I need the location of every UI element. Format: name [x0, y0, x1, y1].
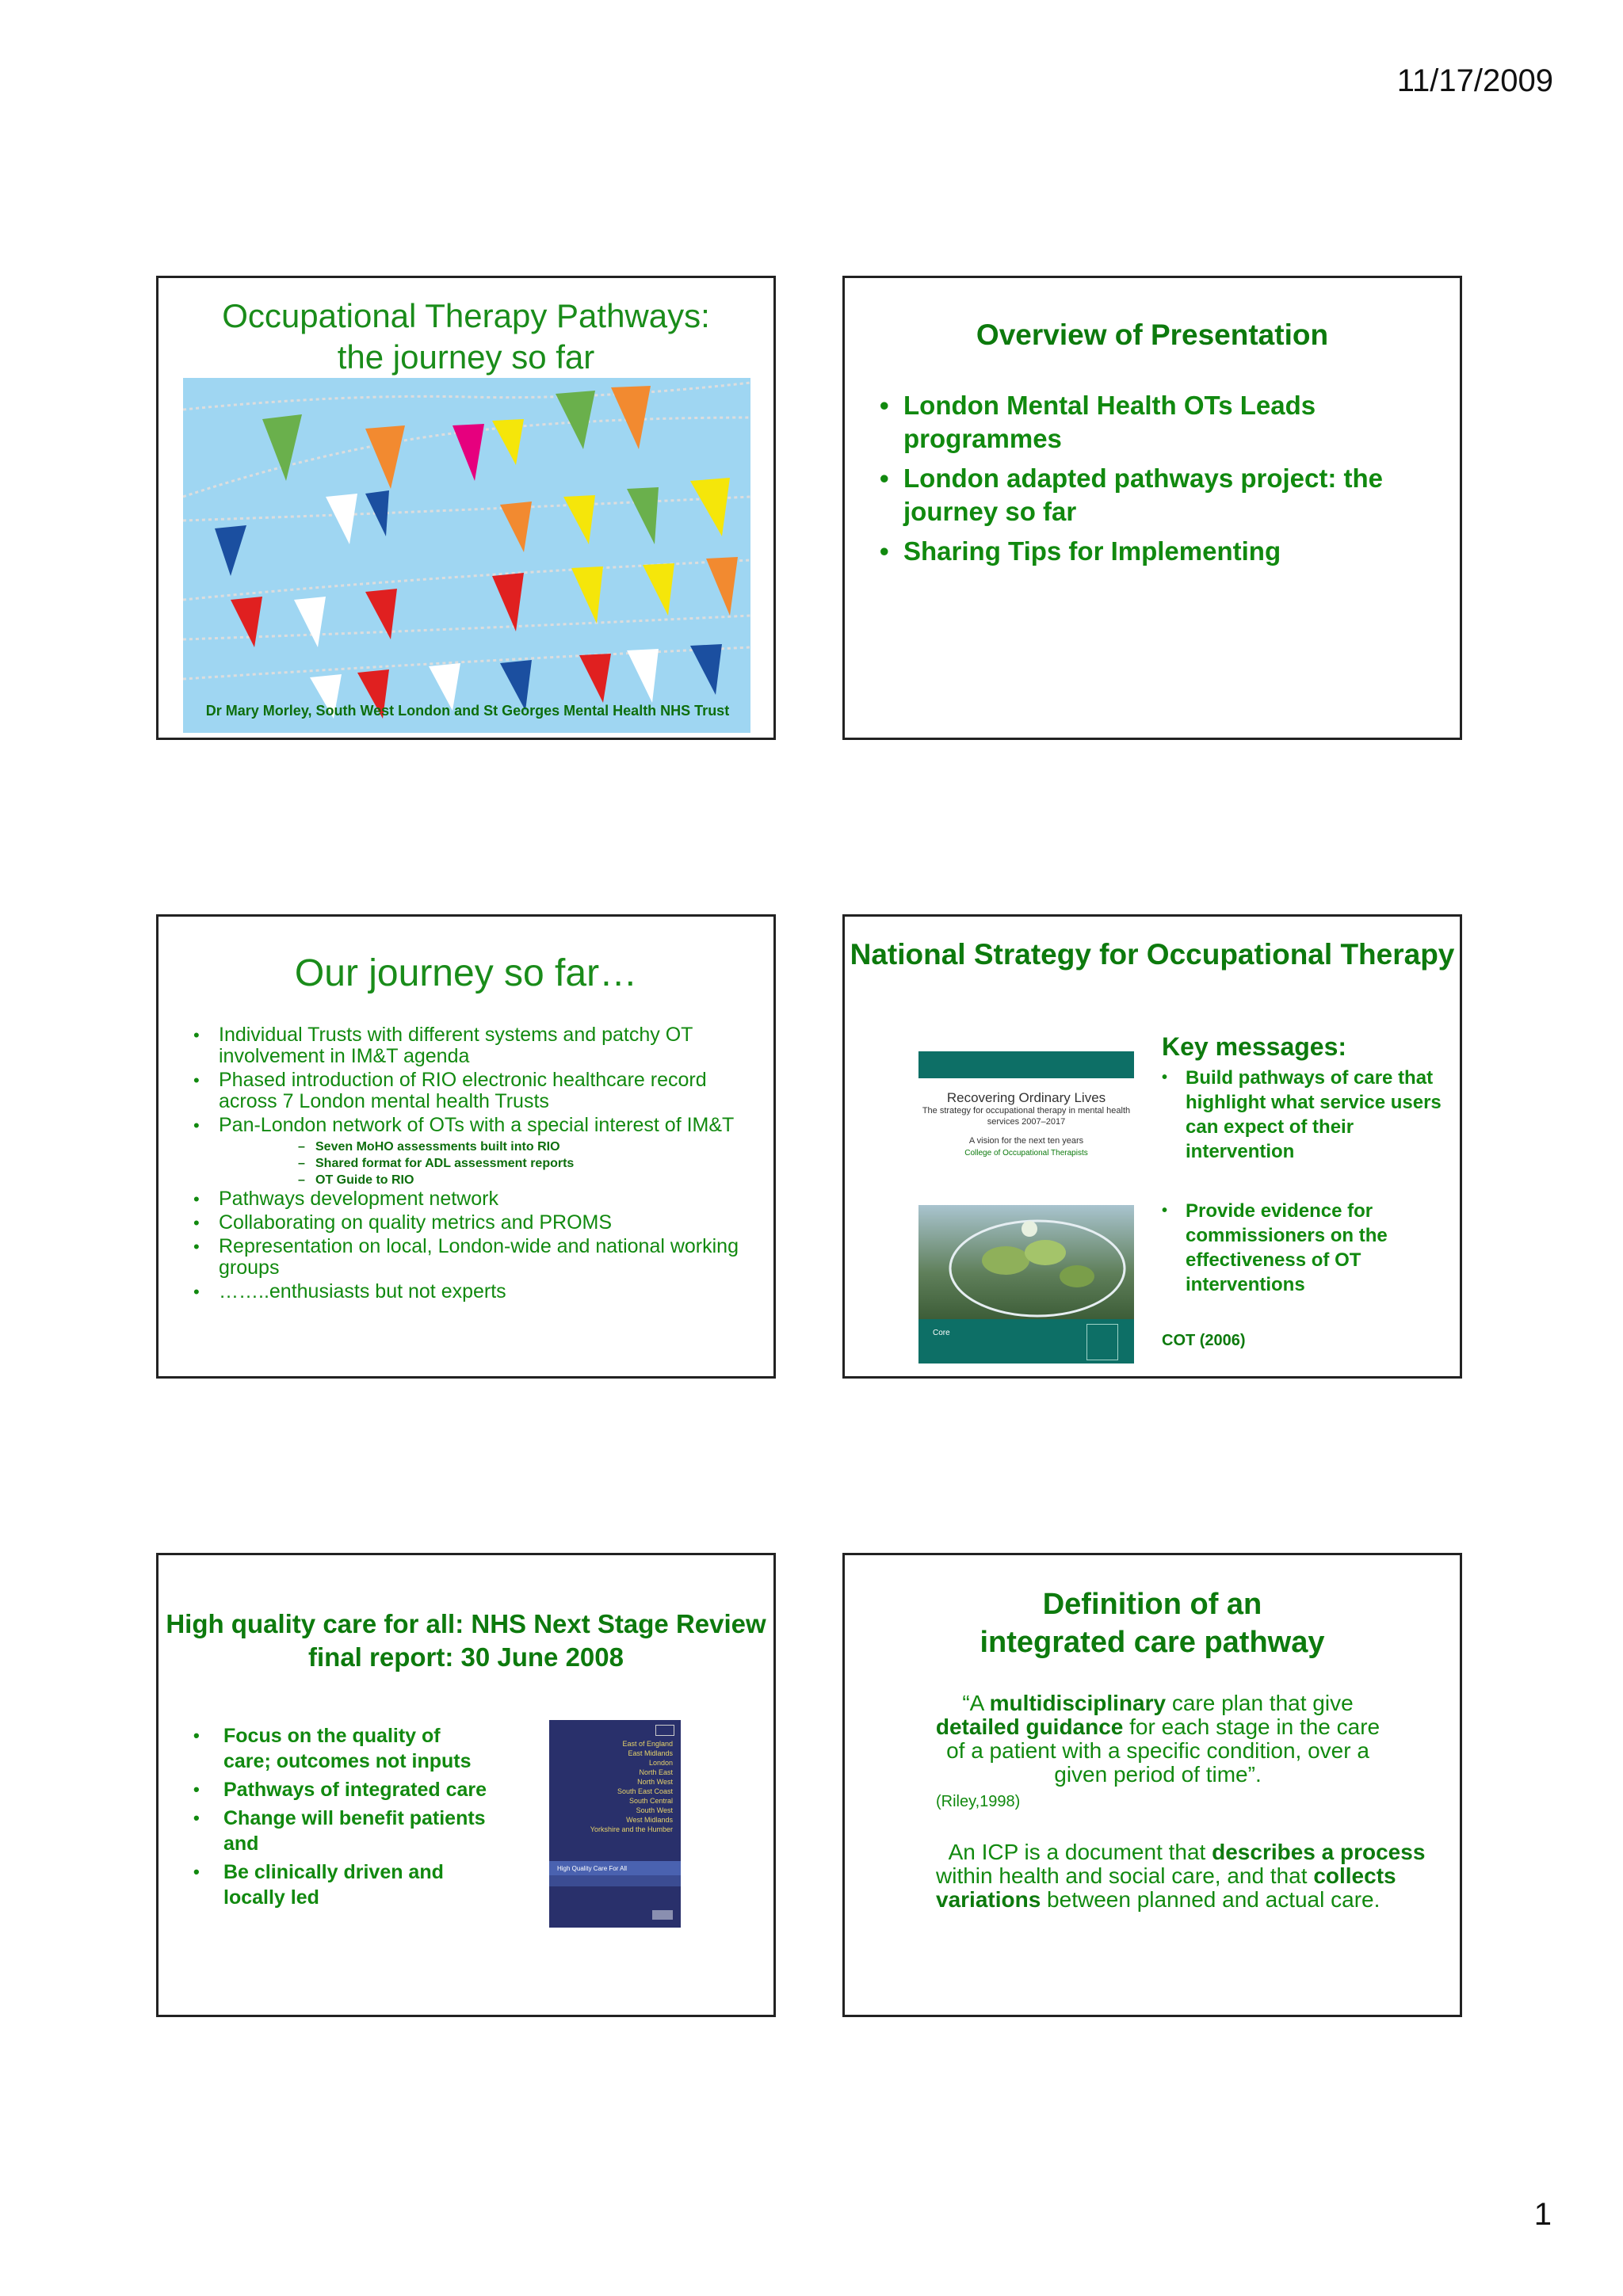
- sub-list-item: – OT Guide to RIO: [298, 1173, 414, 1187]
- slide-3-list: [190, 1024, 745, 1305]
- slide-6-icp-definition: [842, 1553, 1462, 2017]
- list-item: • Phased introduction of RIO electronic healthcare record across 7 London mental health Trusts: [193, 1069, 707, 1112]
- slide-4-title: National Strategy for Occupational Therapy: [850, 938, 1455, 971]
- bunting-illustration: [183, 378, 750, 733]
- slide-1-credit: Dr Mary Morley, South West London and St Georges Mental Health NHS Trust: [205, 703, 730, 719]
- list-item: • Sharing Tips for Implementing: [880, 536, 1281, 566]
- list-item: • Focus on the quality of care; outcomes not inputs: [193, 1725, 472, 1772]
- cover-regions: East of England East Midlands London North East North West South East Coast South Central South West West Midlands Yorkshire and the Humber: [590, 1740, 673, 1833]
- cover-tagline: A vision for the next ten years: [968, 1136, 1084, 1146]
- page-number: 1: [1533, 2197, 1552, 2232]
- slide-3-title: Our journey so far…: [294, 952, 638, 994]
- list-item: • ……..enthusiasts but not experts: [193, 1280, 506, 1302]
- slide-5-title: High quality care for all: NHS Next Stage Review final report: 30 June 2008: [166, 1609, 766, 1672]
- bunting-image: [183, 378, 750, 733]
- page-date: 11/17/2009: [1396, 63, 1553, 98]
- key-messages-heading: Key messages:: [1162, 1032, 1347, 1061]
- list-item: • Be clinically driven and locally led: [193, 1861, 444, 1909]
- cot-strategy-cover: [918, 1051, 1134, 1363]
- sub-list-item: – Seven MoHO assessments built into RIO: [298, 1140, 560, 1154]
- icp-quote: “A multidisciplinary care plan that give detailed guidance for each stage in the care of a patient with a specific condition, over a given period of time”.: [935, 1691, 1381, 1787]
- cover-core-badge: Core: [933, 1329, 950, 1337]
- slide-3-journey: [156, 914, 776, 1379]
- slide-2-title: Overview of Presentation: [976, 318, 1329, 351]
- list-item: • Build pathways of care that highlight what service users can expect of their intervention: [1162, 1067, 1442, 1162]
- slide-5-list: [190, 1723, 491, 1913]
- nhs-report-cover: [549, 1720, 681, 1928]
- cover-band-lower: [549, 1875, 681, 1886]
- slide-4-national-strategy: [842, 914, 1462, 1379]
- cover-title: Recovering Ordinary Lives: [946, 1090, 1106, 1105]
- slide-4-list: [1162, 1066, 1455, 1297]
- list-item: • London Mental Health OTs Leads programmes: [880, 391, 1316, 453]
- slide-6-title-line2: integrated care pathway: [980, 1626, 1325, 1659]
- slide-2-list: [880, 389, 1434, 574]
- slide-1-title-line2: the journey so far: [337, 338, 595, 376]
- list-item: • Pathways of integrated care: [193, 1779, 487, 1801]
- sub-list-item: – Shared format for ADL assessment reports: [298, 1157, 575, 1170]
- nhs-logo-icon: [655, 1725, 674, 1736]
- slide-4-source: COT (2006): [1162, 1332, 1246, 1349]
- cover-photo: [918, 1205, 1134, 1319]
- slide-6-title-line1: Definition of an: [1042, 1588, 1262, 1621]
- cover-text: [918, 1091, 1134, 1161]
- list-item: • Pan-London network of OTs with a special interest of IM&T: [193, 1114, 735, 1136]
- list-item: • Collaborating on quality metrics and PROMS: [193, 1211, 613, 1234]
- list-item: • Change will benefit patients and: [193, 1807, 486, 1855]
- dh-logo-icon: [652, 1910, 673, 1920]
- cot-crest-icon: [1086, 1324, 1118, 1360]
- icp-description: An ICP is a document that describes a process within health and social care, and that collects variations between planned and actual care.: [936, 1840, 1426, 1912]
- cover-top-band: [918, 1051, 1134, 1078]
- cover-band-label: High Quality Care For All: [557, 1865, 628, 1872]
- cover-subtitle: The strategy for occupational therapy in mental health services 2007–2017: [922, 1106, 1131, 1127]
- slide-1-title: [156, 276, 776, 740]
- orchid-bowl-image: [918, 1205, 1134, 1319]
- list-item: • Representation on local, London-wide and national working groups: [193, 1235, 739, 1279]
- list-item: • Provide evidence for commissioners on the effectiveness of OT interventions: [1162, 1200, 1388, 1295]
- slide-2-overview: [842, 276, 1462, 740]
- slide-6-title: [845, 1585, 1460, 1661]
- slide-1-title-line1: Occupational Therapy Pathways:: [222, 297, 710, 334]
- list-item: • Pathways development network: [193, 1188, 498, 1210]
- icp-citation: (Riley,1998): [936, 1793, 1021, 1810]
- list-item: • London adapted pathways project: the journey so far: [880, 463, 1384, 526]
- cover-publisher: College of Occupational Therapists: [964, 1149, 1088, 1158]
- list-item: • Individual Trusts with different systems and patchy OT involvement in IM&T agenda: [193, 1024, 693, 1067]
- slide-1-heading: [158, 296, 773, 378]
- slide-5-nhs-review: [156, 1553, 776, 2017]
